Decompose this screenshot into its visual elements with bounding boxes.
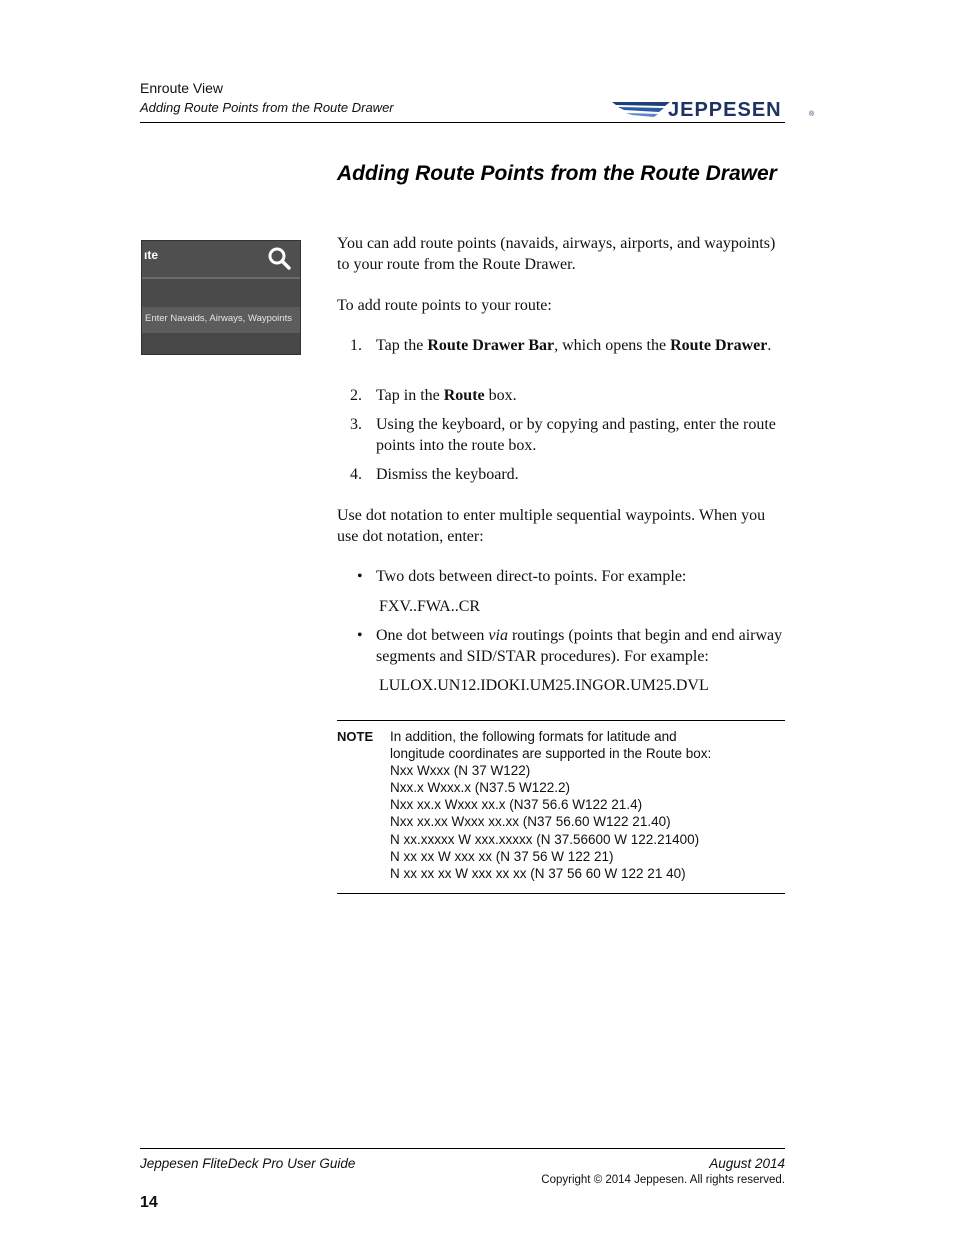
lead-paragraph: To add route points to your route: xyxy=(337,297,552,314)
search-icon xyxy=(266,245,292,271)
header-subsection: Adding Route Points from the Route Drawer xyxy=(140,100,394,115)
footer-copyright: Copyright © 2014 Jeppesen. All rights reserved. xyxy=(541,1174,785,1186)
example-code: FXV..FWA..CR xyxy=(379,598,481,615)
dot-notation-paragraph: Use dot notation to enter multiple sequential waypoints. When you use dot notation, enter: xyxy=(337,507,766,545)
note-bottom-rule xyxy=(337,893,785,894)
header-section: Enroute View xyxy=(140,80,224,96)
page-title: Adding Route Points from the Route Drawer xyxy=(337,162,777,185)
route-drawer-screenshot xyxy=(141,240,301,355)
intro-paragraph: You can add route points (navaids, airways, airports, and waypoints) to your route from the Route Drawer. xyxy=(337,235,776,273)
thumb-title: ıte xyxy=(144,248,159,262)
footer-date: August 2014 xyxy=(709,1156,785,1171)
example-code: LULOX.UN12.IDOKI.UM25.INGOR.UM25.DVL xyxy=(379,677,709,694)
note-top-rule xyxy=(337,720,785,721)
route-box-placeholder: Enter Navaids, Airways, Waypoints xyxy=(145,313,292,324)
note-label: NOTE xyxy=(337,729,374,744)
note-text: In addition, the following formats for latitude and longitude coordinates are supported in the Route box: Nxx Wxxx (N 37 W122) Nxx.x Wxxx.x (N37.5 W122.2) Nxx xx.x Wxxx xx.x (N37 56.6 W122 21.4) Nxx xx.xx Wxxx xx.xx (N37 56.60 W122 21.40) N xx.xxxxx W xxx.xxxxx (N 37.56600 W 122.21400) N xx xx W xxx xx (N 37 56 W 122 21) N xx xx xx W xxx xx xx (N 37 56 60 W 122 21 40) xyxy=(390,729,712,881)
page-number: 14 xyxy=(140,1194,158,1211)
header-rule xyxy=(140,122,785,123)
footer-guide-title: Jeppesen FliteDeck Pro User Guide xyxy=(140,1156,356,1171)
jeppesen-logo xyxy=(610,96,815,122)
logo-text: JEPPESEN xyxy=(668,99,782,121)
logo-trademark: ® xyxy=(809,111,815,118)
footer-rule xyxy=(140,1148,785,1149)
